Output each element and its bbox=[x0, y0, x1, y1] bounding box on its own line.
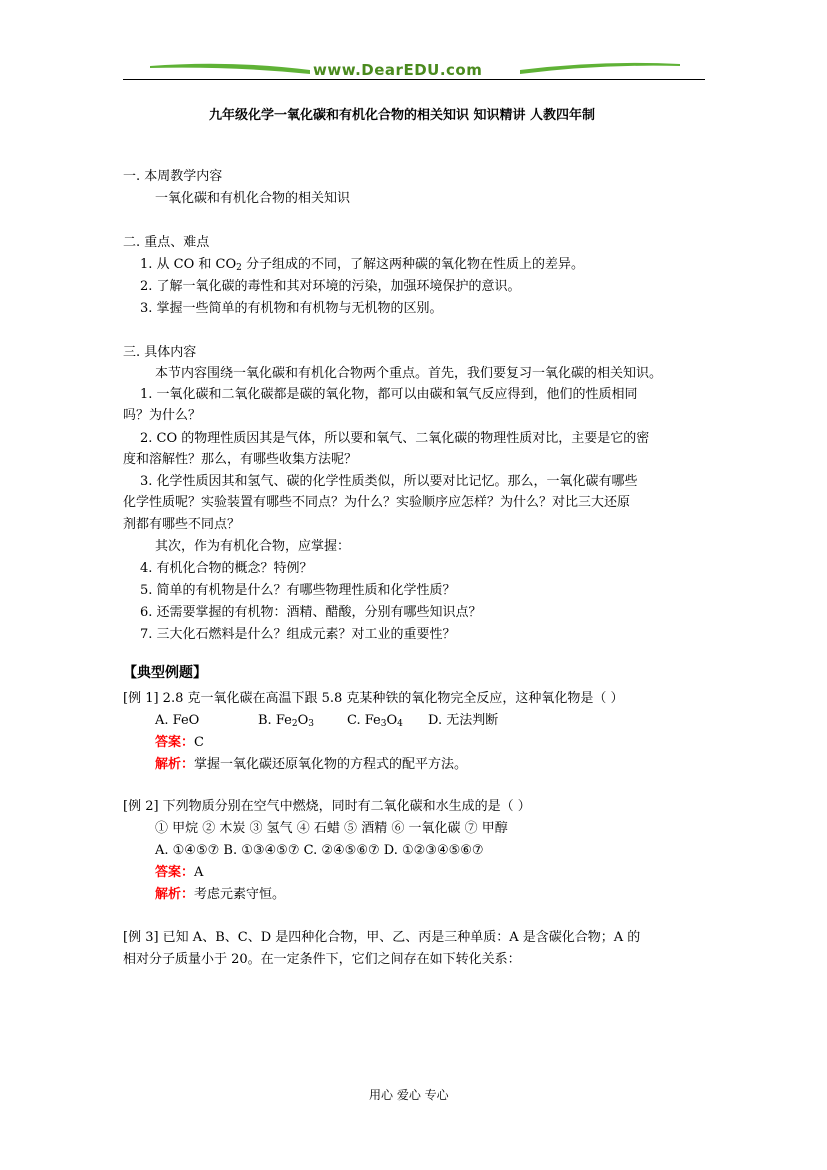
section-3-p3-line1: 3. 化学性质因其和氢气、碳的化学性质类似，所以要对比记忆。那么，一氧化碳有哪些 bbox=[140, 474, 638, 489]
section-3-p1-line1: 1. 一氧化碳和二氧化碳都是碳的氧化物，都可以由碳和氧气反应得到，他们的性质相同 bbox=[140, 387, 638, 402]
page-title: 九年级化学一氧化碳和有机化合物的相关知识 知识精讲 人教四年制 bbox=[209, 108, 596, 123]
example-2-question: [例 2] 下列物质分别在空气中燃烧，同时有二氧化碳和水生成的是（ ） bbox=[123, 799, 531, 814]
example-1-option-c: C. $Fe_3O_4$ bbox=[347, 713, 403, 729]
section-3-p2-line1: 2. CO 的物理性质因其是气体，所以要和氧气、二氧化碳的物理性质对比，主要是它的密 bbox=[140, 431, 650, 446]
section-2-item-1: 1. 从 CO 和 $CO_2$ 分子组成的不同，了解这两种碳的氧化物在性质上的差异。 bbox=[140, 257, 585, 273]
example-1-analysis: 解析：掌握一氧化碳还原氧化物的方程式的配平方法。 bbox=[155, 757, 468, 772]
example-3-line1: [例 3] 已知 A、B、C、D 是四种化合物，甲、乙、丙是三种单质：A 是含碳化合物；A 的 bbox=[123, 930, 641, 945]
section-3-p4: 4. 有机化合物的概念？特例？ bbox=[140, 561, 313, 576]
example-2-items: ① 甲烷 ② 木炭 ③ 氢气 ④ 石蜡 ⑤ 酒精 ⑥ 一氧化碳 ⑦ 甲醇 bbox=[155, 821, 508, 836]
site-logo: www.DearEDU.com bbox=[313, 61, 483, 79]
section-3-p6: 6. 还需要掌握的有机物：酒精、醋酸，分别有哪些知识点？ bbox=[140, 605, 482, 620]
example-1-option-b: B. $Fe_2O_3$ bbox=[258, 713, 314, 729]
section-2-item-3: 3. 掌握一些简单的有机物和有机物与无机物的区别。 bbox=[140, 301, 443, 316]
section-3-next: 其次，作为有机化合物，应掌握： bbox=[155, 539, 351, 554]
section-3-p3-line3: 剂都有哪些不同点？ bbox=[123, 517, 241, 532]
section-3-heading: 三. 具体内容 bbox=[123, 345, 197, 360]
example-1-option-d: D. 无法判断 bbox=[428, 713, 499, 728]
example-2-options: A. ①④⑤⑦ B. ①③④⑤⑦ C. ②④⑤⑥⑦ D. ①②③④⑤⑥⑦ bbox=[155, 843, 484, 858]
example-3-line2: 相对分子质量小于 20。在一定条件下，它们之间存在如下转化关系： bbox=[123, 952, 521, 967]
section-3-intro: 本节内容围绕一氧化碳和有机化合物两个重点。首先，我们要复习一氧化碳的相关知识。 bbox=[155, 366, 663, 381]
example-1-question: [例 1] 2.8 克一氧化碳在高温下跟 5.8 克某种铁的氧化物完全反应，这种氧化物是（ ） bbox=[123, 691, 624, 706]
section-1-body: 一氧化碳和有机化合物的相关知识 bbox=[155, 191, 351, 206]
section-3-p2-line2: 度和溶解性？那么，有哪些收集方法呢？ bbox=[123, 452, 358, 467]
section-3-p3-line2: 化学性质呢？实验装置有哪些不同点？为什么？实验顺序应怎样？为什么？对比三大还原 bbox=[123, 495, 631, 510]
header-divider bbox=[123, 79, 705, 80]
example-2-answer: 答案：A bbox=[155, 865, 204, 880]
page-footer: 用心 爱心 专心 bbox=[369, 1088, 449, 1102]
examples-heading: 【典型例题】 bbox=[123, 665, 207, 681]
example-2-analysis: 解析：考虑元素守恒。 bbox=[155, 887, 286, 902]
section-3-p7: 7. 三大化石燃料是什么？组成元素？对工业的重要性？ bbox=[140, 627, 456, 642]
example-1-option-a: A. FeO bbox=[155, 713, 200, 728]
section-3-p1-line2: 吗？为什么？ bbox=[123, 408, 202, 423]
section-2-item-2: 2. 了解一氧化碳的毒性和其对环境的污染，加强环境保护的意识。 bbox=[140, 279, 521, 294]
section-3-p5: 5. 简单的有机物是什么？有哪些物理性质和化学性质？ bbox=[140, 583, 456, 598]
section-2-heading: 二. 重点、难点 bbox=[123, 235, 210, 250]
section-1-heading: 一. 本周教学内容 bbox=[123, 169, 223, 184]
example-1-answer: 答案：C bbox=[155, 735, 204, 750]
